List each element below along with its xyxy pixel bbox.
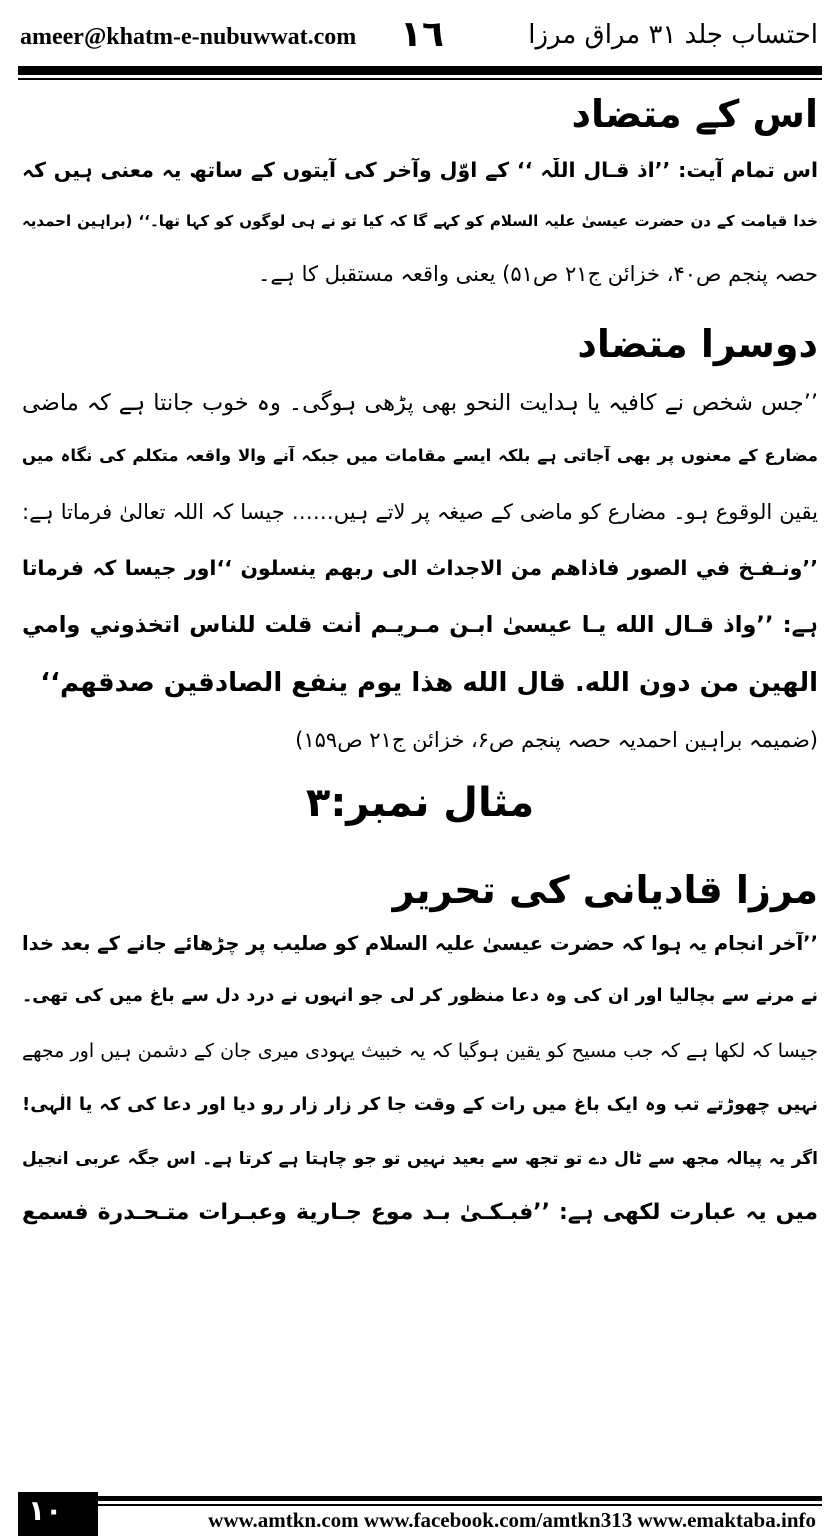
paragraph-line: خدا قیامت کے دن حضرت عیسیٰ علیہ السلام کو کہے گا کہ کیا تو نے ہی لوگوں کو کہا تھا۔‘‘ (براہین احمدیہ [22,212,818,230]
paragraph-line: حصہ پنجم ص۴۰، خزائن ج۲۱ ص۵۱) یعنی واقعہ مستقبل کا ہے۔ [258,262,818,286]
quote-line: نہیں چھوڑتے تب وہ ایک باغ میں رات کے وقت جا کر زار زار رو دیا اور دعا کی کہ یا الٰہی! [22,1094,818,1115]
quote-line: ’’جس شخص نے کافیہ یا ہدایت النحو بھی پڑھی ہوگی۔ وہ خوب جانتا ہے کہ ماضی [22,390,818,416]
footer-rule-thin [98,1504,822,1506]
example-heading: مثال نمبر:۳ [305,780,535,826]
header-page-number: ١٦ [400,14,444,55]
quote-line: ’’آخر انجام یہ ہوا کہ حضرت عیسیٰ علیہ السلام کو صلیب پر چڑھائے جانے کے بعد خدا [22,932,818,955]
footer-rule [98,1496,822,1501]
quote-line: مضارع کے معنوں پر بھی آجاتی ہے بلکہ ایسے مقامات میں جبکہ آنے والا واقعہ متکلم کی نگاہ میں [22,446,818,465]
quote-line-arabic: الهين من دون الله. قال الله هذا يوم ينفع الصادقين صدقهم‘‘ [40,668,818,698]
quote-line: یقین الوقوع ہو۔ مضارع کو ماضی کے صیغہ پر لاتے ہیں…… جیسا کہ اللہ تعالیٰ فرماتا ہے: [22,500,818,524]
quote-line: اگر یہ پیالہ مجھ سے ٹال دے تو تجھ سے بعید نہیں تو جو چاہتا ہے کرتا ہے۔ اس جگہ عربی انجیل [22,1149,818,1169]
header-email: ameer@khatm-e-nubuwwat.com [20,24,357,50]
quote-line: نے مرنے سے بچالیا اور ان کی وہ دعا منظور کر لی جو انہوں نے درد دل سے باغ میں کی تھی۔ [22,986,818,1006]
footer-website-links: www.amtkn.com www.facebook.com/amtkn313 www.emaktaba.info [208,1508,816,1532]
quote-line: جیسا کہ لکھا ہے کہ جب مسیح کو یقین ہوگیا کہ یہ خبیث یہودی میری جان کے دشمن ہیں اور مجھے [22,1040,818,1062]
quote-line-arabic: ہے: ’’واذ قـال الله يـا عيسىٰ ابـن مـريـم أنت قلت للناس اتخذوني وامي [22,612,818,638]
quote-line-arabic: ’’ونـفـخ في الصور فاذاهم من الاجداث الى ربهم ينسلون ‘‘اور جیسا کہ فرماتا [22,556,818,580]
header-rule-thin [18,78,822,80]
header-rule [18,66,822,75]
header-book-title: احتساب جلد ۳۱ مراق مرزا [528,20,818,50]
paragraph-line: اس تمام آیت: ’’اذ قـال اللّٰہ ‘‘ کے اوّل وآخر کی آیتوں کے ساتھ یہ معنی ہیں کہ [22,158,818,182]
section-heading-contradiction-1: اس کے متضاد [571,92,818,136]
section-heading-contradiction-2: دوسرا متضاد [577,322,818,366]
section-heading-mirza-writing: مرزا قادیانی کی تحریر [392,868,818,912]
footer-page-number: ١٠ [28,1494,63,1527]
reference-citation: (ضمیمہ براہین احمدیہ حصہ پنجم ص۶، خزائن ج۲۱ ص۱۵۹) [295,728,818,752]
quote-line-arabic: میں یہ عبارت لکھی ہے: ’’فبـکـیٰ بـد موع جـاریة وعبـرات متـحـدرة فسمع [22,1200,818,1225]
